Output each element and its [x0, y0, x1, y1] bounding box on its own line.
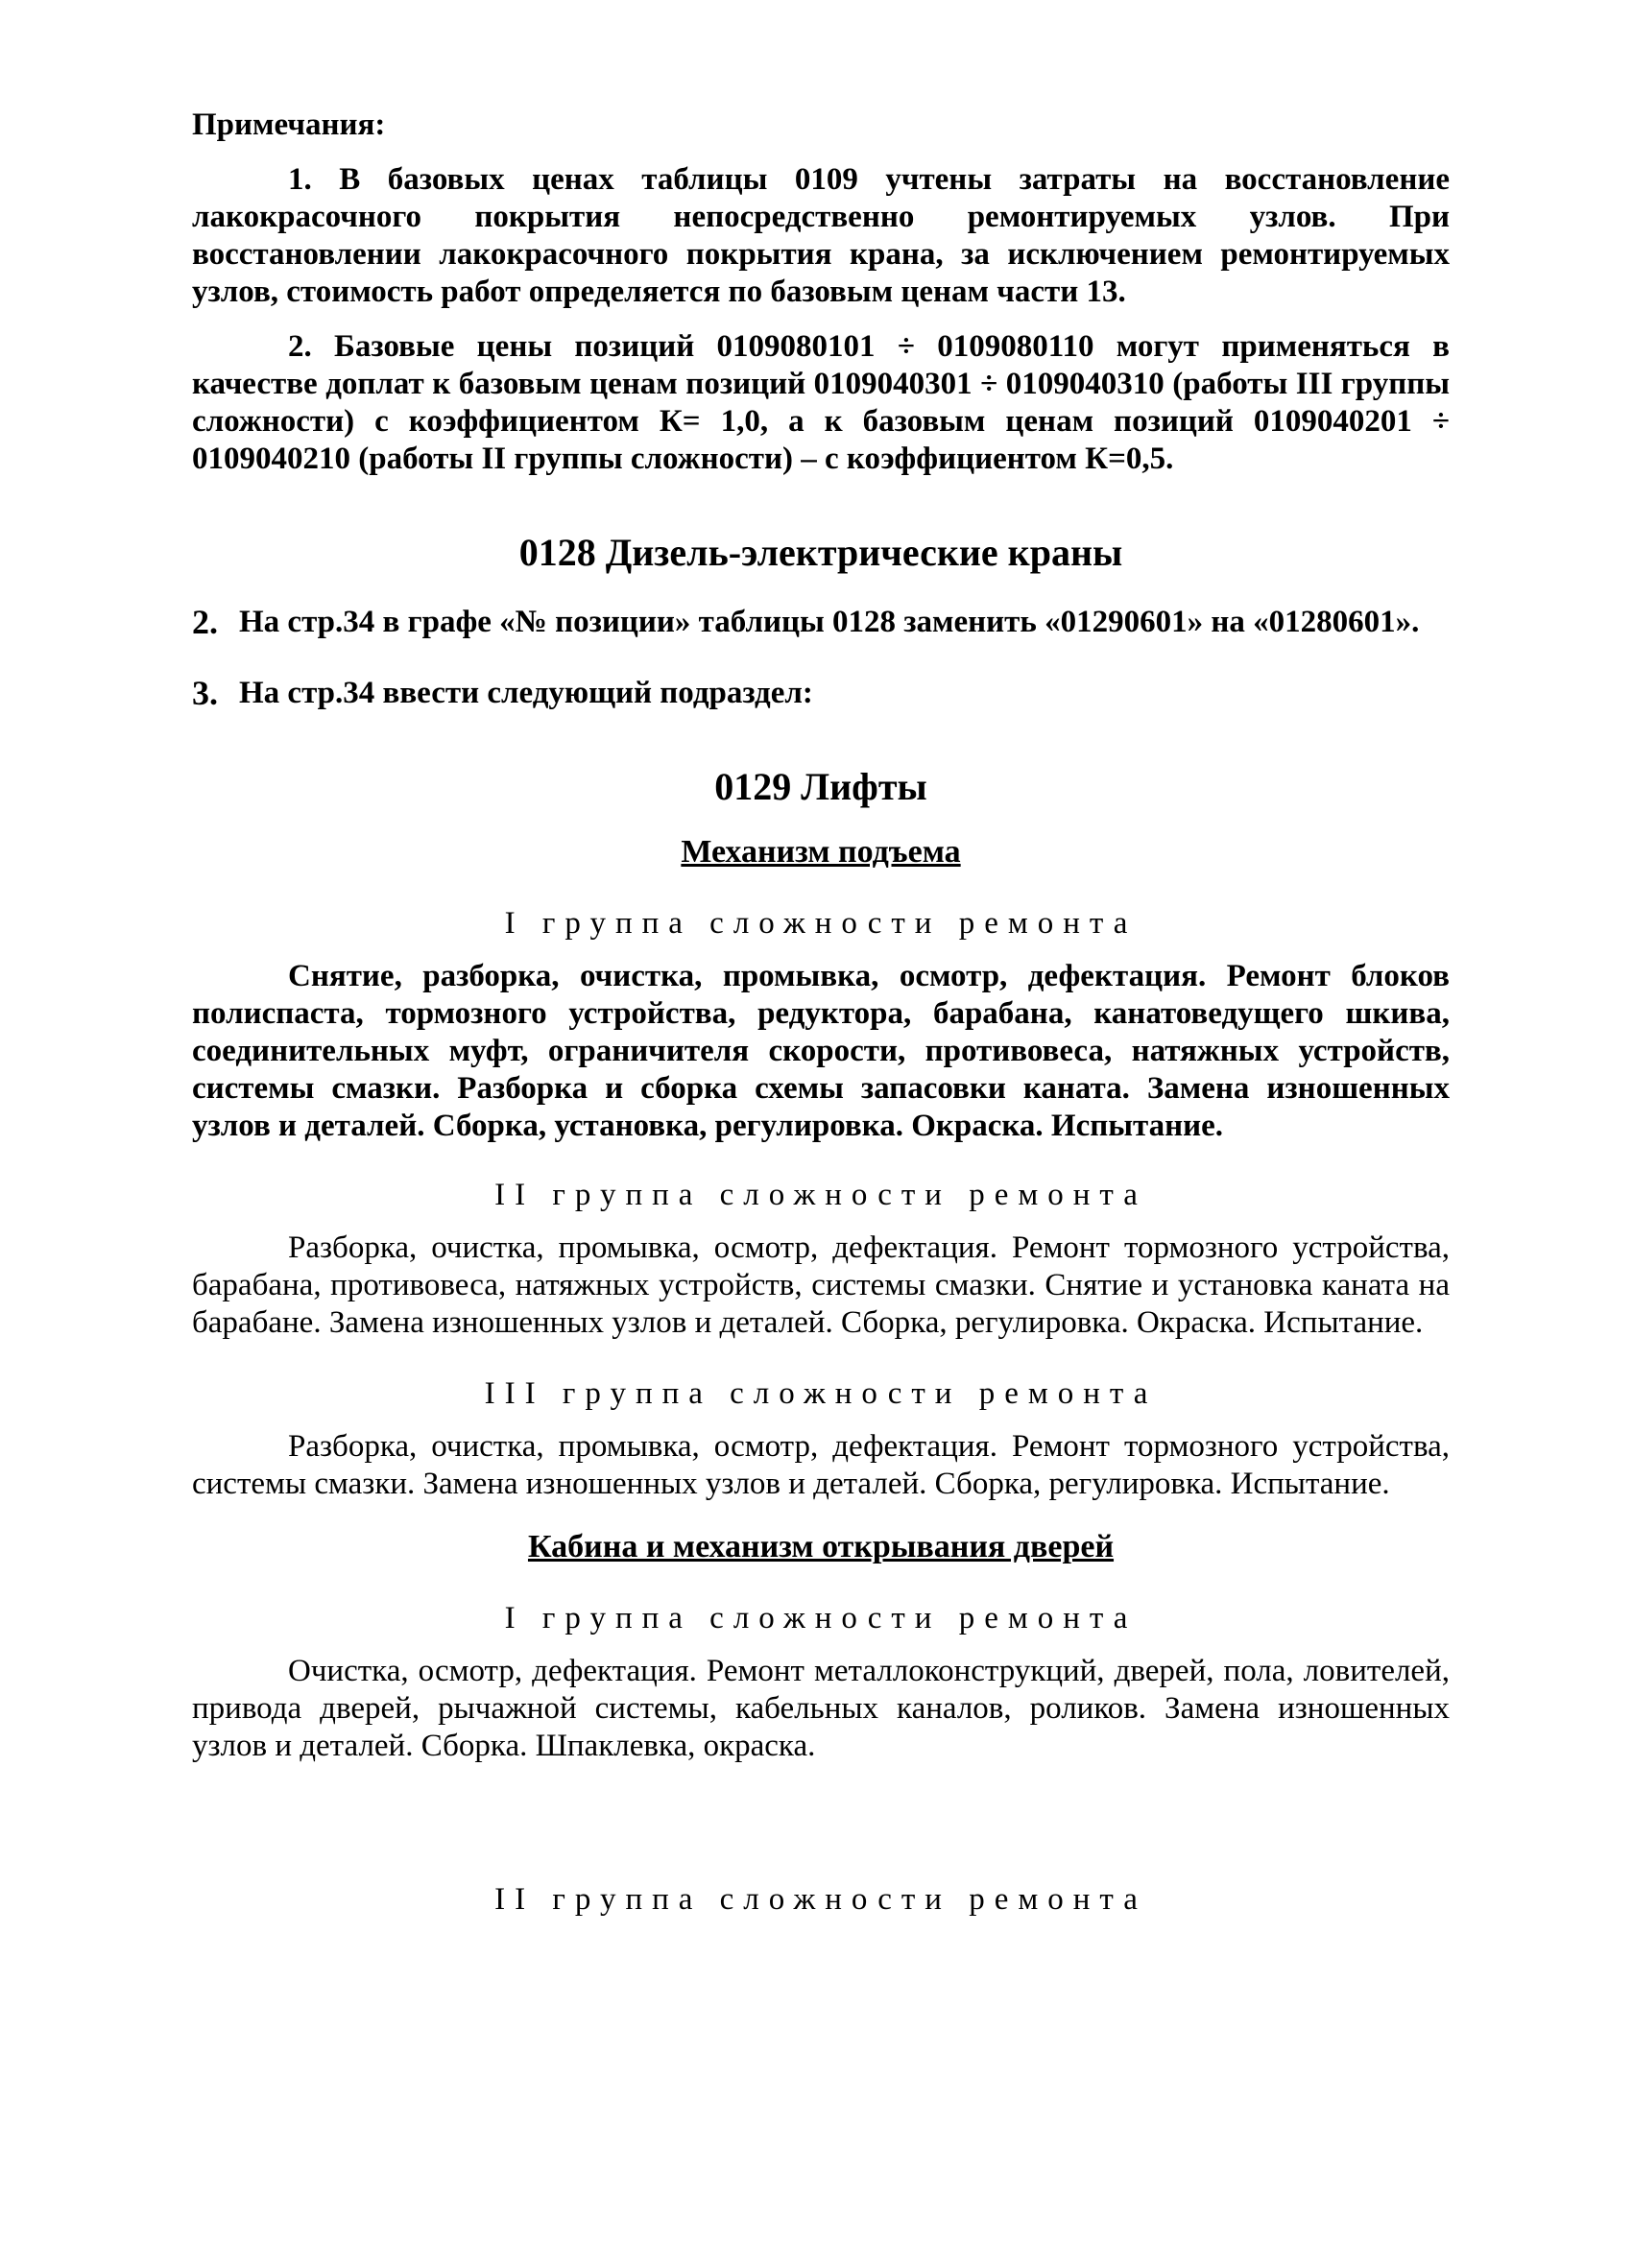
- lifting-mechanism-title: Механизм подъема: [681, 834, 961, 870]
- instruction-number: 2.: [192, 603, 218, 641]
- note-2: 2. Базовые цены позиций 0109080101 ÷ 0109080110 могут применяться в качестве доплат к базовым ценам позиций 0109040301 ÷ 0109040310 (работы III группы сложности) с коэффициентом К= 1,0, а к базовым ценам позиций 0109040201 ÷ 0109040210 (работы II группы сложности) – с коэффициентом К=0,5.: [192, 329, 1450, 476]
- cabin-group-1-title: I группа сложности ремонта: [504, 1601, 1138, 1635]
- cabin-group-2-title: II группа сложности ремонта: [494, 1882, 1147, 1917]
- cabin-mechanism-title: Кабина и механизм открывания дверей: [527, 1529, 1115, 1564]
- lifting-group-3-text: Разборка, очистка, промывка, осмотр, дефектация. Ремонт тормозного устройства, системы смазки. Замена изношенных узлов и деталей. Сборка, регулировка. Испытание.: [192, 1429, 1450, 1501]
- lifting-group-2-text: Разборка, очистка, промывка, осмотр, дефектация. Ремонт тормозного устройства, барабана, противовеса, натяжных устройств, системы смазки. Снятие и установка каната на барабане. Замена изношенных узлов и деталей. Сборка, регулировка. Окраска. Испытание.: [192, 1230, 1450, 1340]
- instruction-number: 3.: [192, 674, 218, 712]
- instruction-text: На стр.34 ввести следующий подраздел:: [239, 676, 813, 710]
- page-content: [192, 106, 1450, 1919]
- instruction-text: На стр.34 в графе «№ позиции» таблицы 0128 заменить «01290601» на «01280601».: [239, 605, 1420, 639]
- lifting-group-3-title: III группа сложности ремонта: [484, 1376, 1158, 1411]
- lifting-group-2-title: II группа сложности ремонта: [494, 1178, 1147, 1212]
- section-0129-title: 0129 Лифты: [714, 765, 927, 808]
- lifting-group-1-text: Снятие, разборка, очистка, промывка, осмотр, дефектация. Ремонт блоков полиспаста, тормозного устройства, редуктора, барабана, канатоведущего шкива, соединительных муфт, ограничителя скорости, противовеса, натяжных устройств, системы смазки. Разборка и сборка схемы запасовки каната. Замена изношенных узлов и деталей. Сборка, установка, регулировка. Окраска. Испытание.: [192, 959, 1450, 1143]
- section-0128-title: 0128 Дизель-электрические краны: [518, 531, 1123, 574]
- instruction-3: [192, 674, 1450, 712]
- instruction-2: [192, 603, 1450, 641]
- lifting-group-1-title: I группа сложности ремонта: [504, 906, 1138, 941]
- cabin-group-1-text: Очистка, осмотр, дефектация. Ремонт металлоконструкций, дверей, пола, ловителей, привода дверей, рычажной системы, кабельных каналов, роликов. Замена изношенных узлов и деталей. Сборка. Шпаклевка, окраска.: [192, 1654, 1450, 1763]
- note-1: 1. В базовых ценах таблицы 0109 учтены затраты на восстановление лакокрасочного покрытия непосредственно ремонтируемых узлов. При восстановлении лакокрасочного покрытия крана, за исключением ремонтируемых узлов, стоимость работ определяется по базовым ценам части 13.: [192, 162, 1450, 309]
- notes-heading: Примечания:: [192, 107, 386, 142]
